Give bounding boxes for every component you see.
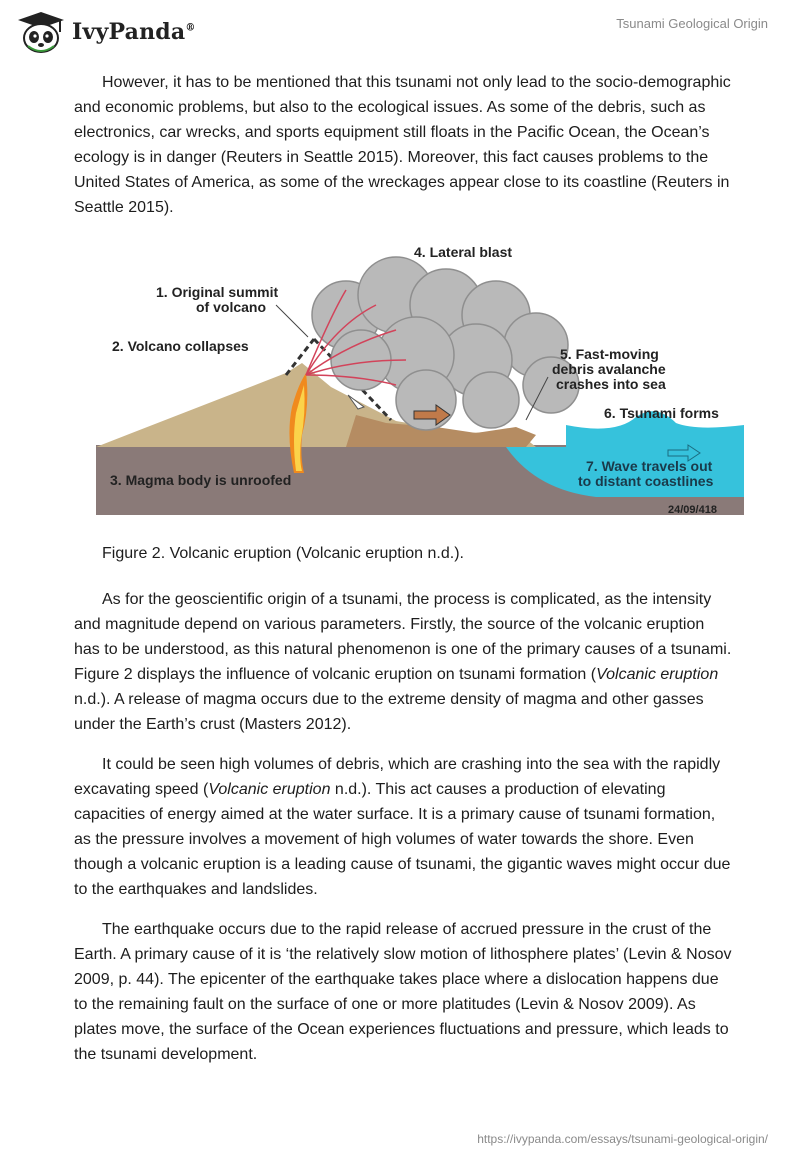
page-header xyxy=(0,0,800,70)
panda-graduate-icon xyxy=(14,10,68,54)
label-1-pointer xyxy=(276,305,308,337)
paragraph-ecology: However, it has to be mentioned that this tsunami not only lead to the socio-demographic and economic problems, but also to the ecological issues. As some of the debris, such as electronics, car wrecks, and sports equipment still floats in the Pacific Ocean, the Ocean’s ecology is in danger (Reuters in Seattle 2015). Moreover, this fact causes problems to the United States of America, as some of the wreckages appear close to its coastline (Reuters in Seattle 2015). xyxy=(74,74,731,216)
label-wave-travels-1: 7. Wave travels out xyxy=(586,458,713,474)
paragraph-geoscientific-origin: As for the geoscientific origin of a tsunami, the process is complicated, as the intensity and magnitude depend on various parameters. Firstly, the source of the volcanic eruption has to be understood, as this natural phenomenon is one of the primary causes of a tsunami. Figure 2 displays the influence of volcanic eruption on tsunami formation (Volcanic eruption n.d.). A release of magma occurs due to the extreme density of magma and other gasses under the Earth’s crust (Masters 2012). xyxy=(74,591,732,733)
label-tsunami-forms: 6. Tsunami forms xyxy=(604,405,719,421)
document-title: Tsunami Geological Origin xyxy=(616,16,768,31)
volcano-diagram xyxy=(96,235,744,525)
label-wave-travels-2: to distant coastlines xyxy=(578,473,714,489)
label-debris-2: debris avalanche xyxy=(552,361,666,377)
figure-caption: Figure 2. Volcanic eruption (Volcanic eruption n.d.). xyxy=(102,545,464,562)
paragraph-debris: It could be seen high volumes of debris, which are crashing into the sea with the rapidly excavating speed (Volcanic eruption n.d.). This act causes a production of elevating capacities of energy aimed at the water surface. It is a primary cause of tsunami formation, as the pressure involves a movement of high volumes of water towards the shore. Even though a volcanic eruption is a leading cause of tsunami, the gigantic waves might occur due to the earthquakes and landslides. xyxy=(74,756,731,898)
brand-name: IvyPanda® xyxy=(72,19,196,45)
label-original-summit-2: of volcano xyxy=(196,299,267,315)
label-volcano-collapses: 2. Volcano collapses xyxy=(112,338,249,354)
label-debris-3: crashes into sea xyxy=(556,376,666,392)
label-magma-body: 3. Magma body is unroofed xyxy=(110,472,292,488)
label-debris-1: 5. Fast-moving xyxy=(560,346,659,362)
figure-code: 24/09/418 xyxy=(668,504,717,516)
volcanic-eruption-figure xyxy=(96,235,744,525)
ivypanda-logo[interactable] xyxy=(14,10,196,54)
paragraph-earthquake: The earthquake occurs due to the rapid release of accrued pressure in the crust of the Earth. A primary cause of it is ‘the relatively slow motion of lithosphere plates’ (Levin & Nosov 2009, p. 44). The epicenter of the earthquake takes place where a dislocation happens due to the remaining fault on the surface of one or more platitudes (Levin & Nosov 2009). As plates move, the surface of the Ocean experiences fluctuations and pressure, which leads to the tsunami development. xyxy=(74,921,732,1063)
source-url[interactable]: https://ivypanda.com/essays/tsunami-geological-origin/ xyxy=(477,1132,768,1146)
label-lateral-blast: 4. Lateral blast xyxy=(414,244,513,260)
label-original-summit-1: 1. Original summit xyxy=(156,284,279,300)
